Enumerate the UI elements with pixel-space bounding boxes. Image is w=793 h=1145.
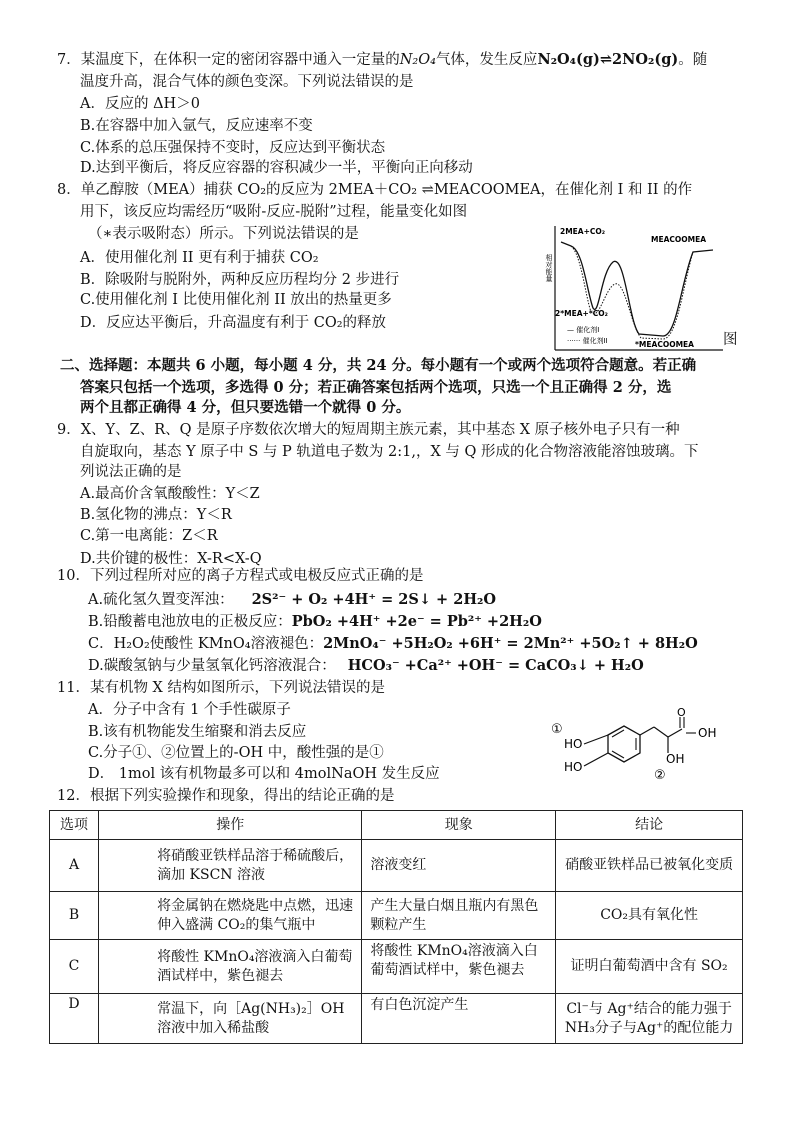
header-operation: 操作 [99,811,362,840]
q7-formula-italic: N₂O₄ [399,52,436,68]
q7-stem-line-1 [57,50,707,70]
row-operation: 将酸性 KMnO₄溶液滴入白葡萄酒试样中，紫色褪去 [99,940,362,994]
row-phenomenon: 将酸性 KMnO₄溶液滴入白葡萄酒试样中，紫色褪去 [362,940,556,994]
table-row [50,892,743,940]
table-header-row [50,811,743,840]
q9-stem-line-1: 9．X、Y、Z、R、Q 是原子序数依次增大的短周期主族元素，其中基态 X 原子核外电子只有一种 [57,422,680,438]
q8-option-a: A．使用催化剂 II 更有利于捕获 CO₂ [80,250,319,266]
section-2-line-2: 答案只包括一个选项，多选得 0 分；若正确答案包括两个选项，只选一个且正确得 2 分，选 [80,379,672,396]
section-2-line-1: 二、选择题：本题共 6 小题，每小题 4 分，共 24 分。每小题有一个或两个选项符合题意。若正确 [60,357,697,374]
carbonyl-oxygen: O [677,706,686,719]
row-conclusion: 硝酸亚铁样品已被氧化变质 [556,840,743,892]
row-phenomenon: 产生大量白烟且瓶内有黑色颗粒产生 [362,892,556,940]
molecule-structure [548,705,728,785]
q9-stem-line-2: 自旋取向，基态 Y 原子中 S 与 P 轨道电子数为 2:1,，X 与 Q 形成的化合物溶液能溶蚀玻璃。下 [80,444,699,460]
q9-option-d: D.共价键的极性：X-R<X-Q [80,551,262,567]
row-option: B [50,892,99,940]
row-phenomenon: 溶液变红 [362,840,556,892]
legend-catalyst-2: ······ 催化剂II [567,337,608,345]
q9-option-c: C.第一电离能：Z＜R [80,528,218,544]
position-2-mark: ② [654,768,666,783]
header-conclusion: 结论 [556,811,743,840]
q7-stem-text-2: 气体，发生反应 [435,52,538,68]
q10-a-equation: 2S²⁻ + O₂ +4H⁺ = 2S↓ + 2H₂O [251,591,496,608]
q7-option-c: C.体系的总压强保持不变时，反应达到平衡状态 [80,140,386,156]
q10-stem: 10．下列过程所对应的离子方程式或电极反应式正确的是 [57,568,424,584]
row-option: D [50,994,99,1044]
table-row [50,940,743,994]
q11-option-a: A．分子中含有 1 个手性碳原子 [88,702,291,718]
q8-option-c: C.使用催化剂 I 比使用催化剂 II 放出的热量更多 [80,292,392,308]
q9-stem-line-3: 列说法正确的是 [80,464,182,480]
q11-option-b: B.该有机物能发生缩聚和消去反应 [88,724,307,740]
section-2-line-3: 两个且都正确得 4 分，但只要选错一个就得 0 分。 [80,399,411,416]
hydroxy-label-1: HO [564,737,583,751]
q9-option-a: A.最高价含氧酸酸性：Y＜Z [80,486,260,502]
q10-option-d [88,656,644,676]
hydroxy-label-2: HO [564,760,583,774]
q10-c-label: C．H₂O₂使酸性 KMnO₄溶液褪色： [88,636,324,652]
header-option: 选项 [50,811,99,840]
q8-stem-line-2: 用下，该反应均需经历“吸附-反应-脱附”过程，能量变化如图 [80,204,468,220]
q10-option-a [88,590,496,610]
q7-stem-text: 7．某温度下，在体积一定的密闭容器中通入一定量的 [57,52,400,68]
catalyst-1-curve [561,242,713,336]
q8-stem-line-3: （∗表示吸附态）所示。下列说法错误的是 [88,226,359,242]
q10-option-b [88,612,542,632]
label-adsorbed-reactants: 2*MEA+*CO₂ [555,309,608,318]
label-product: MEACOOMEA [651,235,707,244]
carboxyl-hydroxy: OH [698,726,717,740]
q10-d-label: D.碳酸氢钠与少量氢氧化钙溶液混合： [88,658,336,674]
side-hydroxy: OH [666,752,685,766]
q7-option-d: D.达到平衡后，将反应容器的容积减少一半，平衡向正向移动 [80,160,473,176]
benzene-ring [608,726,640,762]
q10-option-c [88,634,698,654]
position-1-mark: ① [551,722,563,737]
energy-profile-diagram [543,222,728,354]
row-conclusion: 证明白葡萄酒中含有 SO₂ [556,940,743,994]
label-adsorbed-product: *MEACOOMEA [635,340,694,349]
q9-option-b: B.氢化物的沸点：Y＜R [80,507,232,523]
q8-figure-tail: 图 [723,332,738,348]
experiment-table [49,810,743,1044]
row-option: C [50,940,99,994]
q11-option-c: C.分子①、②位置上的-OH 中，酸性强的是① [88,745,384,761]
row-conclusion: CO₂具有氧化性 [556,892,743,940]
q7-option-a: A．反应的 ΔH＞0 [80,96,200,112]
q10-d-equation: HCO₃⁻ +Ca²⁺ +OH⁻ = CaCO₃↓ + H₂O [347,657,644,674]
table-row [50,994,743,1044]
q10-b-label: B.铅酸蓄电池放电的正极反应： [88,614,292,630]
q7-stem-text-3: 。随 [678,52,708,68]
row-option: A [50,840,99,892]
q10-b-equation: PbO₂ +4H⁺ +2e⁻ = Pb²⁺ +2H₂O [291,613,542,630]
row-conclusion: Cl⁻与 Ag⁺结合的能力强于 NH₃分子与Ag⁺的配位能力 [556,994,743,1044]
q7-option-b: B.在容器中加入氩气，反应速率不变 [80,118,313,134]
q11-option-d: D． 1mol 该有机物最多可以和 4molNaOH 发生反应 [88,766,440,782]
q7-reaction-equation: N₂O₄(g)⇌2NO₂(g) [537,51,679,68]
q10-c-equation: 2MnO₄⁻ +5H₂O₂ +6H⁺ = 2Mn²⁺ +5O₂↑ + 8H₂O [323,635,698,652]
row-phenomenon: 有白色沉淀产生 [362,994,556,1044]
q8-option-d: D．反应达平衡后，升高温度有利于 CO₂的释放 [80,315,387,331]
q8-stem-line-1: 8．单乙醇胺（MEA）捕获 CO₂的反应为 2MEA＋CO₂ ⇌MEACOOMEA，在催化剂 I 和 II 的作 [57,182,693,198]
row-operation: 将金属钠在燃烧匙中点燃，迅速伸入盛满 CO₂的集气瓶中 [99,892,362,940]
table-row [50,840,743,892]
y-axis-label: 相对能量 [545,254,553,282]
q11-stem: 11．某有机物 X 结构如图所示，下列说法错误的是 [57,680,385,696]
header-phenomenon: 现象 [362,811,556,840]
q7-stem-line-2: 温度升高，混合气体的颜色变深。下列说法错误的是 [80,74,414,90]
q10-a-label: A.硫化氢久置变浑浊： [88,592,234,608]
q8-option-b: B．除吸附与脱附外，两种反应历程均分 2 步进行 [80,272,400,288]
q12-stem: 12．根据下列实验操作和现象，得出的结论正确的是 [57,788,395,804]
row-operation: 常温下，向［Ag(NH₃)₂］OH 溶液中加入稀盐酸 [99,994,362,1044]
legend-catalyst-1: — 催化剂I [567,326,600,334]
label-reactants: 2MEA+CO₂ [560,227,606,236]
row-operation: 将硝酸亚铁样品溶于稀硫酸后，滴加 KSCN 溶液 [99,840,362,892]
